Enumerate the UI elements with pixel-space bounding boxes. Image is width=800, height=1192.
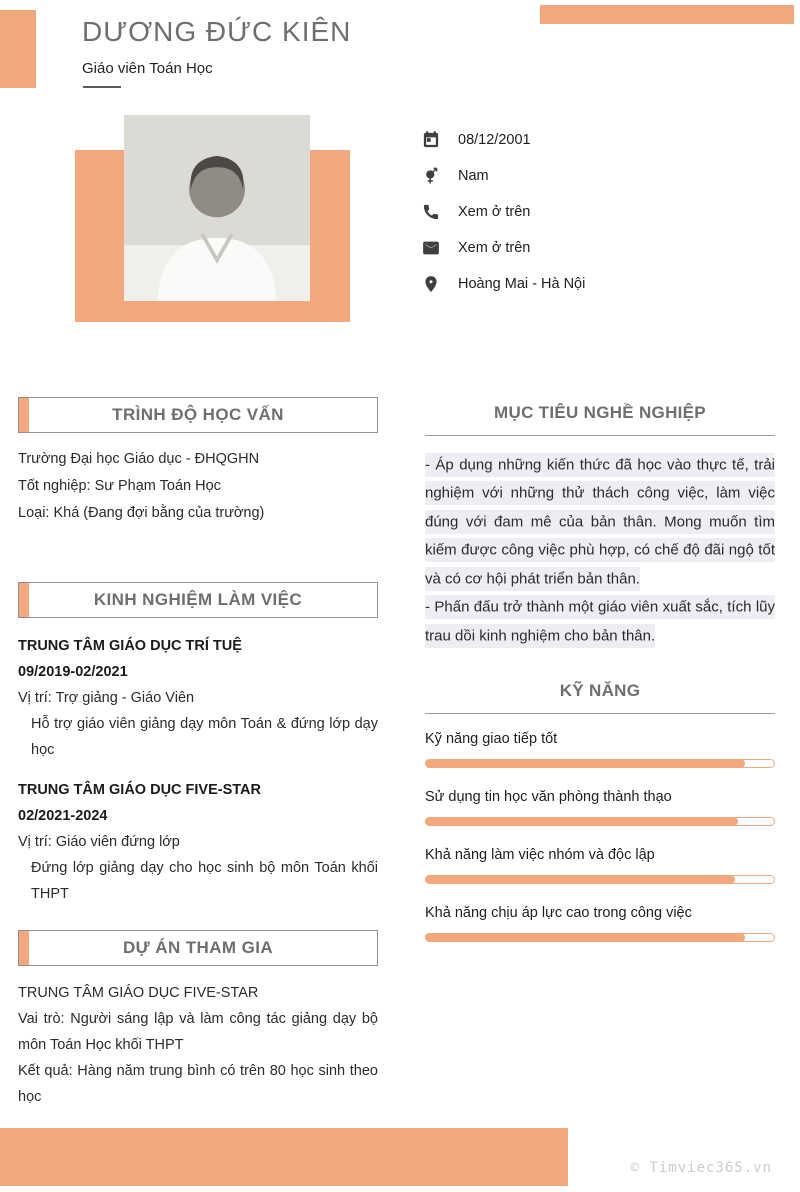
job-period: 02/2021-2024 [18, 808, 108, 824]
skill-item [425, 729, 775, 768]
watermark: © Timviec365.vn [630, 1160, 772, 1176]
section-heading-skills: KỸ NĂNG [559, 680, 641, 700]
skill-bar [425, 875, 775, 884]
section-heading-experience [18, 582, 378, 618]
job-description: Đứng lớp giảng dạy cho học sinh bộ môn Toán khối THPT [31, 860, 378, 902]
email-value: Xem ở trên [458, 240, 531, 256]
skill-bar-fill [425, 817, 738, 826]
skill-label: Sử dụng tin học văn phòng thành thạo [425, 788, 672, 805]
contact-row-phone [421, 194, 781, 230]
projects-body [18, 980, 378, 1110]
skill-bar [425, 759, 775, 768]
skill-bar-fill [425, 933, 745, 942]
location-icon [421, 275, 440, 294]
objective-text: - Phấn đấu trở thành một giáo viên xuất sắc, tích lũy trau dồi kinh nghiệm cho bản thân. [425, 595, 775, 648]
project-result: Kết quả: Hàng năm trung bình có trên 80 học sinh theo học [18, 1063, 378, 1105]
job-period: 09/2019-02/2021 [18, 664, 128, 680]
job-position: Vị trí: Trợ giảng - Giáo Viên [18, 690, 195, 706]
job-description: Hỗ trợ giáo viên giảng dạy môn Toán & đứng lớp dạy học [31, 716, 378, 758]
experience-entry [18, 633, 378, 763]
bottom-accent-bar [0, 1128, 568, 1186]
email-icon [421, 239, 440, 258]
section-heading-education [18, 397, 378, 433]
heading-accent-tab [19, 931, 29, 965]
heading-accent-tab [19, 398, 29, 432]
skill-item [425, 903, 775, 942]
contact-info [421, 122, 781, 302]
skill-label: Khả năng chịu áp lực cao trong công việc [425, 904, 692, 921]
section-heading-projects [18, 930, 378, 966]
heading-underline [425, 713, 775, 714]
right-column [425, 397, 775, 961]
person-silhouette [124, 115, 310, 301]
skills-list [425, 729, 775, 942]
project-name: TRUNG TÂM GIÁO DỤC FIVE-STAR [18, 985, 259, 1001]
experience-body [18, 633, 378, 907]
education-grade: Loại: Khá (Đang đợi bằng của trường) [18, 505, 265, 521]
skill-item [425, 787, 775, 826]
title-underline [83, 86, 121, 88]
phone-icon [421, 203, 440, 222]
birthday-value: 08/12/2001 [458, 132, 531, 148]
calendar-icon [421, 131, 440, 150]
section-heading-objective: MỤC TIÊU NGHỀ NGHIỆP [494, 403, 706, 422]
education-school: Trường Đại học Giáo dục - ĐHQGHN [18, 451, 260, 467]
job-company: TRUNG TÂM GIÁO DỤC TRÍ TUỆ [18, 638, 242, 654]
skill-label: Khả năng làm việc nhóm và độc lập [425, 846, 655, 863]
education-heading-label: TRÌNH ĐỘ HỌC VẤN [112, 405, 284, 424]
skill-bar [425, 933, 775, 942]
project-role: Vai trò: Người sáng lập và làm công tác giảng dạy bộ môn Toán Học khối THPT [18, 1011, 378, 1053]
top-right-accent-bar [540, 5, 794, 24]
objective-body [425, 451, 775, 651]
contact-row-gender [421, 158, 781, 194]
skill-item [425, 845, 775, 884]
gender-value: Nam [458, 168, 489, 184]
candidate-name: DƯƠNG ĐỨC KIÊN [82, 16, 352, 47]
phone-value: Xem ở trên [458, 204, 531, 220]
contact-row-email [421, 230, 781, 266]
experience-heading-label: KINH NGHIỆM LÀM VIỆC [93, 590, 303, 609]
objective-paragraph [425, 594, 775, 651]
skill-bar-fill [425, 875, 735, 884]
heading-underline [425, 435, 775, 436]
left-column [18, 397, 378, 1110]
contact-row-address [421, 266, 781, 302]
top-left-accent-block [0, 10, 36, 88]
education-body [18, 446, 378, 527]
job-position: Vị trí: Giáo viên đứng lớp [18, 834, 180, 850]
address-value: Hoàng Mai - Hà Nội [458, 276, 586, 292]
skill-bar [425, 817, 775, 826]
contact-row-birthday [421, 122, 781, 158]
gender-icon [421, 167, 440, 186]
objective-paragraph [425, 451, 775, 594]
candidate-job-title: Giáo viên Toán Học [82, 60, 213, 77]
skill-bar-fill [425, 759, 745, 768]
experience-entry [18, 777, 378, 907]
skill-label: Kỹ năng giao tiếp tốt [425, 730, 558, 747]
projects-heading-label: DỰ ÁN THAM GIA [122, 938, 274, 957]
objective-text: - Áp dụng những kiến thức đã học vào thực tế, trải nghiệm với những thử thách công việc, làm việc đúng với đam mê của bản thân. Mong muốn tìm kiếm được công việc phù hợp, có chế độ đãi ngộ tốt và có cơ hội phát triển bản thân. [425, 453, 775, 591]
profile-photo [124, 115, 310, 301]
heading-accent-tab [19, 583, 29, 617]
education-degree: Tốt nghiệp: Sư Phạm Toán Học [18, 478, 221, 494]
job-company: TRUNG TÂM GIÁO DỤC FIVE-STAR [18, 782, 261, 798]
